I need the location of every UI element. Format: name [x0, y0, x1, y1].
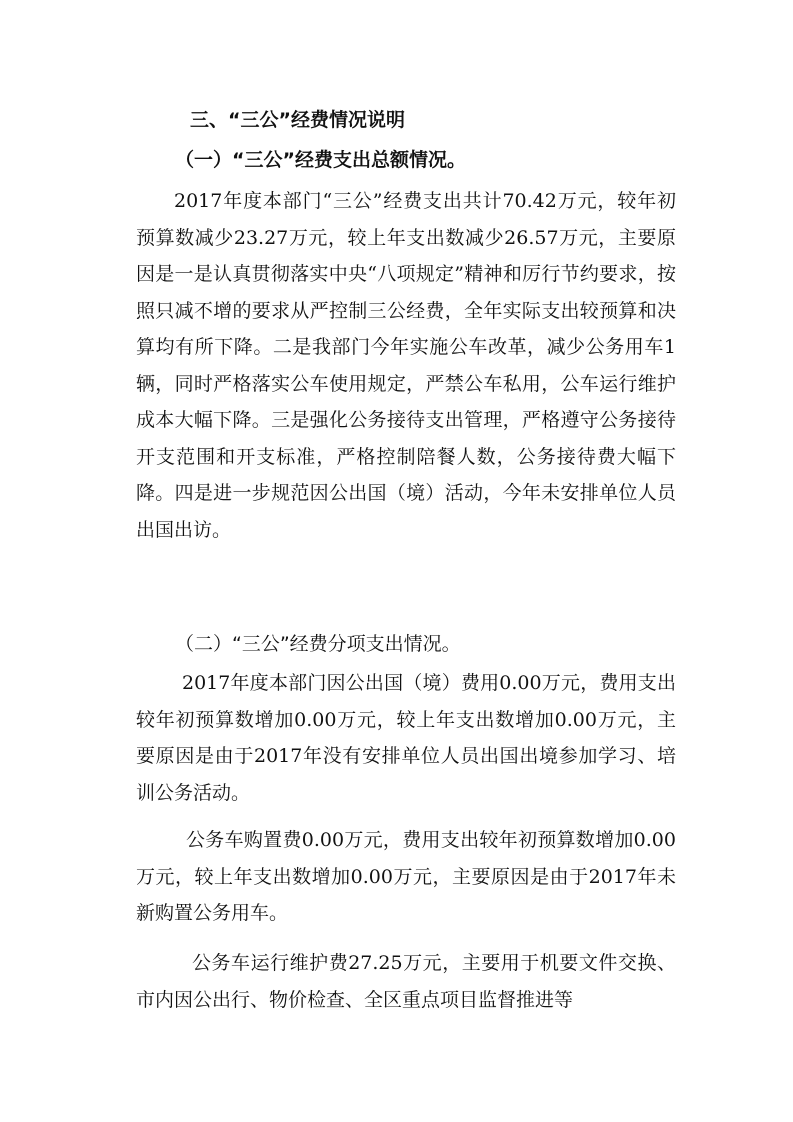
paragraph-vehicle-purchase: 公务车购置费0.00万元，费用支出较年初预算数增加0.00万元，较上年支出数增加0.00万元，主要原因是由于2017年未新购置公务用车。 [136, 829, 676, 924]
paragraph-vehicle-operation: 公务车运行维护费27.25万元，主要用于机要文件交换、市内因公出行、物价检查、全区重点项目监督推进等 [136, 952, 676, 1011]
paragraph-overseas-travel: 2017年度本部门因公出国（境）费用0.00万元，费用支出较年初预算数增加0.00万元，较上年支出数增加0.00万元，主要原因是由于2017年没有安排单位人员出国出境参加学习、培训公务活动。 [136, 672, 676, 804]
subsection-heading-total: （一）“三公”经费支出总额情况。 [175, 149, 466, 171]
section-heading: 三、“三公”经费情况说明 [190, 109, 405, 131]
subsection-heading-itemized: （二）“三公”经费分项支出情况。 [175, 633, 461, 655]
paragraph-total-expenditure: 2017年度本部门“三公”经费支出共计70.42万元，较年初预算数减少23.27万元，较上年支出数减少26.57万元，主要原因是一是认真贯彻落实中央“八项规定”精神和厉行节约要求，按照只减不增的要求从严控制三公经费，全年实际支出较预算和决算均有所下降。二是我部门今年实施公车改革，减少公务用车1辆，同时严格落实公车使用规定，严禁公车私用，公车运行维护成本大幅下降。三是强化公务接待支出管理，严格遵守公务接待开支范围和开支标准，严格控制陪餐人数，公务接待费大幅下降。四是进一步规范因公出国（境）活动，今年未安排单位人员出国出访。 [136, 190, 676, 541]
